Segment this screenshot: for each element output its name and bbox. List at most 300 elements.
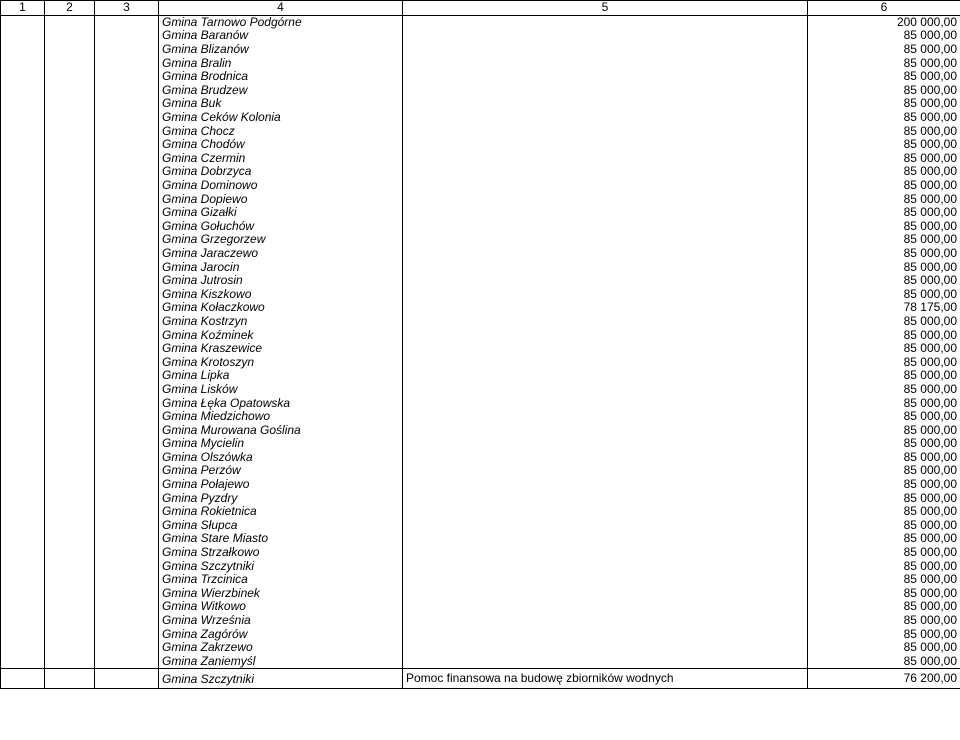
table-row (1, 505, 960, 519)
cell-col1 (1, 587, 45, 601)
amount-value: 85 000,00 (808, 519, 960, 533)
gmina-name: Gmina Perzów (159, 464, 403, 478)
purpose-cell (403, 152, 808, 166)
cell-col3 (95, 478, 159, 492)
cell-col3 (95, 56, 159, 70)
purpose-cell (403, 519, 808, 533)
cell-col1 (1, 410, 45, 424)
table-row (1, 206, 960, 220)
purpose-cell (403, 247, 808, 261)
gmina-name: Gmina Kołaczkowo (159, 301, 403, 315)
table-row (1, 29, 960, 43)
table-row (1, 396, 960, 410)
amount-value: 85 000,00 (808, 532, 960, 546)
cell-col3 (95, 573, 159, 587)
purpose-cell (403, 29, 808, 43)
cell-col3 (95, 179, 159, 193)
gmina-name: Gmina Trzcinica (159, 573, 403, 587)
table-row (1, 111, 960, 125)
purpose-cell (403, 627, 808, 641)
table-body (1, 15, 960, 669)
cell-col2 (45, 587, 95, 601)
gmina-name: Gmina Dopiewo (159, 192, 403, 206)
cell-col1 (1, 274, 45, 288)
gmina-name: Gmina Tarnowo Podgórne (159, 15, 403, 29)
cell-col3 (95, 274, 159, 288)
cell-col2 (45, 328, 95, 342)
purpose-cell (403, 328, 808, 342)
purpose-cell (403, 165, 808, 179)
gmina-name: Gmina Chodów (159, 138, 403, 152)
gmina-name: Gmina Blizanów (159, 43, 403, 57)
amount-value: 85 000,00 (808, 505, 960, 519)
table-row (1, 165, 960, 179)
cell-col1 (1, 559, 45, 573)
amount-value: 85 000,00 (808, 451, 960, 465)
purpose-cell (403, 396, 808, 410)
cell-col2 (45, 301, 95, 315)
cell-col1 (1, 423, 45, 437)
cell-col1 (1, 233, 45, 247)
cell-col2 (45, 287, 95, 301)
cell-col2 (45, 274, 95, 288)
cell-col2 (45, 15, 95, 29)
amount-value: 85 000,00 (808, 274, 960, 288)
amount-value: 78 175,00 (808, 301, 960, 315)
cell-col3 (95, 301, 159, 315)
column-number-2: 2 (45, 1, 95, 16)
purpose-cell (403, 532, 808, 546)
amount-value: 85 000,00 (808, 179, 960, 193)
cell-col2 (45, 43, 95, 57)
gmina-name: Gmina Jutrosin (159, 274, 403, 288)
purpose-cell (403, 70, 808, 84)
amount-value: 85 000,00 (808, 369, 960, 383)
cell-col1 (1, 192, 45, 206)
cell-col3 (95, 97, 159, 111)
table-row (1, 478, 960, 492)
cell-col3 (95, 206, 159, 220)
cell-col1 (1, 437, 45, 451)
cell-col2 (45, 600, 95, 614)
table-row (1, 70, 960, 84)
purpose-cell (403, 260, 808, 274)
cell-col1 (1, 546, 45, 560)
cell-col3 (95, 260, 159, 274)
cell-col3 (95, 247, 159, 261)
amount-value: 85 000,00 (808, 655, 960, 669)
cell-col3 (95, 355, 159, 369)
cell-col1 (1, 29, 45, 43)
amount-value: 85 000,00 (808, 587, 960, 601)
amount-value: 85 000,00 (808, 260, 960, 274)
gmina-name: Gmina Brudzew (159, 84, 403, 98)
gmina-name: Gmina Lisków (159, 383, 403, 397)
purpose-cell (403, 206, 808, 220)
purpose-cell (403, 192, 808, 206)
cell-col1 (1, 152, 45, 166)
cell-col2 (45, 315, 95, 329)
cell-col2 (45, 124, 95, 138)
table-row (1, 614, 960, 628)
amount-value: 85 000,00 (808, 573, 960, 587)
table-row (1, 342, 960, 356)
purpose-cell (403, 410, 808, 424)
purpose-cell (403, 97, 808, 111)
purpose-cell (403, 600, 808, 614)
cell-col2 (45, 614, 95, 628)
cell-col2 (45, 247, 95, 261)
cell-col3 (95, 138, 159, 152)
purpose-cell (403, 342, 808, 356)
purpose-cell (403, 138, 808, 152)
amount-value: 85 000,00 (808, 29, 960, 43)
purpose-cell (403, 614, 808, 628)
purpose-cell (403, 124, 808, 138)
amount-value: 85 000,00 (808, 410, 960, 424)
gmina-name: Gmina Zagórów (159, 627, 403, 641)
purpose-cell (403, 43, 808, 57)
amount-value: 85 000,00 (808, 287, 960, 301)
table-row (1, 437, 960, 451)
cell-col2 (45, 179, 95, 193)
table-row (1, 301, 960, 315)
cell-col3 (95, 655, 159, 669)
table-row (1, 220, 960, 234)
cell-col2 (45, 152, 95, 166)
cell-col1 (1, 247, 45, 261)
cell-col1 (1, 70, 45, 84)
cell-col3 (95, 491, 159, 505)
gmina-name: Gmina Dobrzyca (159, 165, 403, 179)
cell-col1 (1, 505, 45, 519)
gmina-name: Gmina Stare Miasto (159, 532, 403, 546)
amount-value: 85 000,00 (808, 546, 960, 560)
table-row (1, 587, 960, 601)
purpose-cell (403, 491, 808, 505)
amount-value: 85 000,00 (808, 559, 960, 573)
amount-value: 85 000,00 (808, 233, 960, 247)
gmina-name: Gmina Kraszewice (159, 342, 403, 356)
table-row (1, 315, 960, 329)
cell-col2 (45, 396, 95, 410)
cell-col2 (45, 342, 95, 356)
purpose-cell (403, 423, 808, 437)
cell-col1 (1, 464, 45, 478)
gmina-name: Gmina Buk (159, 97, 403, 111)
amount-value: 85 000,00 (808, 627, 960, 641)
table-row (1, 464, 960, 478)
amount-value: 85 000,00 (808, 220, 960, 234)
cell-col3 (95, 315, 159, 329)
column-number-5: 5 (403, 1, 808, 16)
cell-col1 (1, 56, 45, 70)
cell-col1 (1, 206, 45, 220)
cell-col3 (95, 559, 159, 573)
gmina-name: Gmina Witkowo (159, 600, 403, 614)
cell-col3 (95, 124, 159, 138)
column-number-row (1, 1, 960, 16)
column-number-4: 4 (159, 1, 403, 16)
gmina-name: Gmina Szczytniki (159, 559, 403, 573)
cell-col1 (1, 355, 45, 369)
table-row (1, 56, 960, 70)
amount-value: 85 000,00 (808, 247, 960, 261)
purpose-cell (403, 56, 808, 70)
amount-value: 85 000,00 (808, 600, 960, 614)
purpose-cell (403, 587, 808, 601)
cell-col3 (95, 328, 159, 342)
cell-col3 (95, 15, 159, 29)
amount-value: 76 200,00 (808, 669, 960, 689)
cell-col3 (95, 70, 159, 84)
gmina-name: Gmina Jaraczewo (159, 247, 403, 261)
cell-col3 (95, 369, 159, 383)
purpose-cell (403, 111, 808, 125)
cell-col1 (1, 97, 45, 111)
cell-col2 (45, 410, 95, 424)
cell-col1 (1, 220, 45, 234)
gmina-name: Gmina Czermin (159, 152, 403, 166)
gmina-name: Gmina Murowana Goślina (159, 423, 403, 437)
cell-col3 (95, 614, 159, 628)
table-row (1, 519, 960, 533)
cell-col3 (95, 505, 159, 519)
gmina-name: Gmina Słupca (159, 519, 403, 533)
purpose-cell (403, 15, 808, 29)
cell-col1 (1, 655, 45, 669)
cell-col3 (95, 437, 159, 451)
cell-col3 (95, 152, 159, 166)
column-number-6: 6 (808, 1, 960, 16)
purpose-cell (403, 179, 808, 193)
gmina-name: Gmina Jarocin (159, 260, 403, 274)
cell-col1 (1, 43, 45, 57)
cell-col1 (1, 519, 45, 533)
table-row (1, 451, 960, 465)
gmina-name: Gmina Wierzbinek (159, 587, 403, 601)
amount-value: 85 000,00 (808, 97, 960, 111)
cell-col2 (45, 165, 95, 179)
cell-col3 (95, 410, 159, 424)
amount-value: 85 000,00 (808, 423, 960, 437)
table-row (1, 600, 960, 614)
cell-col3 (95, 669, 159, 689)
amount-value: 85 000,00 (808, 206, 960, 220)
table-row (1, 233, 960, 247)
amount-value: 85 000,00 (808, 56, 960, 70)
table-row (1, 355, 960, 369)
cell-col3 (95, 627, 159, 641)
cell-col3 (95, 532, 159, 546)
cell-col3 (95, 29, 159, 43)
gmina-name: Gmina Kiszkowo (159, 287, 403, 301)
purpose-cell (403, 451, 808, 465)
amount-value: 200 000,00 (808, 15, 960, 29)
table-row (1, 97, 960, 111)
purpose-cell (403, 383, 808, 397)
cell-col3 (95, 546, 159, 560)
table-row (1, 641, 960, 655)
cell-col1 (1, 328, 45, 342)
purpose-cell (403, 355, 808, 369)
cell-col2 (45, 559, 95, 573)
cell-col1 (1, 138, 45, 152)
cell-col1 (1, 111, 45, 125)
amount-value: 85 000,00 (808, 342, 960, 356)
purpose-cell (403, 287, 808, 301)
cell-col3 (95, 587, 159, 601)
cell-col2 (45, 519, 95, 533)
amount-value: 85 000,00 (808, 138, 960, 152)
cell-col1 (1, 15, 45, 29)
cell-col2 (45, 669, 95, 689)
gmina-name: Gmina Zaniemyśl (159, 655, 403, 669)
amount-value: 85 000,00 (808, 152, 960, 166)
cell-col1 (1, 124, 45, 138)
cell-col3 (95, 233, 159, 247)
gmina-name: Gmina Lipka (159, 369, 403, 383)
gmina-name: Gmina Mycielin (159, 437, 403, 451)
table-row (1, 410, 960, 424)
cell-col2 (45, 220, 95, 234)
gmina-name: Gmina Rokietnica (159, 505, 403, 519)
table-row (1, 328, 960, 342)
cell-col3 (95, 600, 159, 614)
cell-col1 (1, 478, 45, 492)
gmina-name: Gmina Brodnica (159, 70, 403, 84)
cell-col3 (95, 423, 159, 437)
cell-col1 (1, 573, 45, 587)
cell-col2 (45, 655, 95, 669)
table-row (1, 179, 960, 193)
amount-value: 85 000,00 (808, 70, 960, 84)
amount-value: 85 000,00 (808, 614, 960, 628)
cell-col1 (1, 301, 45, 315)
purpose-cell (403, 573, 808, 587)
cell-col2 (45, 97, 95, 111)
cell-col1 (1, 342, 45, 356)
cell-col2 (45, 546, 95, 560)
cell-col1 (1, 84, 45, 98)
gmina-name: Gmina Koźminek (159, 328, 403, 342)
cell-col3 (95, 165, 159, 179)
table-row (1, 369, 960, 383)
table-row (1, 260, 960, 274)
cell-col2 (45, 260, 95, 274)
gmina-name: Gmina Grzegorzew (159, 233, 403, 247)
cell-col2 (45, 192, 95, 206)
cell-col2 (45, 84, 95, 98)
cell-col1 (1, 641, 45, 655)
amount-value: 85 000,00 (808, 165, 960, 179)
cell-col2 (45, 464, 95, 478)
gmina-name: Gmina Szczytniki (159, 669, 403, 689)
table-row (1, 138, 960, 152)
gmina-name: Gmina Baranów (159, 29, 403, 43)
purpose-cell (403, 220, 808, 234)
cell-col1 (1, 451, 45, 465)
table-row (1, 627, 960, 641)
cell-col2 (45, 206, 95, 220)
cell-col2 (45, 505, 95, 519)
purpose-cell (403, 84, 808, 98)
amount-value: 85 000,00 (808, 84, 960, 98)
purpose-cell (403, 437, 808, 451)
gmina-name: Gmina Łęka Opatowska (159, 396, 403, 410)
cell-col3 (95, 464, 159, 478)
table-row (1, 247, 960, 261)
cell-col3 (95, 396, 159, 410)
table-row (1, 152, 960, 166)
amount-value: 85 000,00 (808, 124, 960, 138)
table-row (1, 655, 960, 669)
cell-col2 (45, 369, 95, 383)
cell-col3 (95, 641, 159, 655)
purpose-cell (403, 464, 808, 478)
cell-col1 (1, 614, 45, 628)
amount-value: 85 000,00 (808, 355, 960, 369)
cell-col3 (95, 111, 159, 125)
gmina-name: Gmina Olszówka (159, 451, 403, 465)
gmina-name: Gmina Ceków Kolonia (159, 111, 403, 125)
cell-col2 (45, 355, 95, 369)
amount-value: 85 000,00 (808, 192, 960, 206)
cell-col2 (45, 478, 95, 492)
purpose-cell (403, 641, 808, 655)
amount-value: 85 000,00 (808, 396, 960, 410)
amount-value: 85 000,00 (808, 328, 960, 342)
amount-value: 85 000,00 (808, 315, 960, 329)
amount-value: 85 000,00 (808, 437, 960, 451)
cell-col2 (45, 573, 95, 587)
cell-col1 (1, 396, 45, 410)
gmina-name: Gmina Kostrzyn (159, 315, 403, 329)
cell-col1 (1, 369, 45, 383)
cell-col2 (45, 641, 95, 655)
cell-col1 (1, 383, 45, 397)
purpose-cell (403, 274, 808, 288)
cell-col1 (1, 315, 45, 329)
gmina-name: Gmina Bralin (159, 56, 403, 70)
gmina-name: Gmina Połajewo (159, 478, 403, 492)
cell-col1 (1, 600, 45, 614)
table-row (1, 15, 960, 29)
table-row (1, 43, 960, 57)
amount-value: 85 000,00 (808, 641, 960, 655)
amount-value: 85 000,00 (808, 43, 960, 57)
table-row (1, 84, 960, 98)
cell-col1 (1, 287, 45, 301)
purpose-cell (403, 546, 808, 560)
purpose-cell (403, 655, 808, 669)
table-row (1, 124, 960, 138)
cell-col1 (1, 627, 45, 641)
cell-col1 (1, 491, 45, 505)
cell-col2 (45, 138, 95, 152)
table-row (1, 573, 960, 587)
cell-col3 (95, 287, 159, 301)
purpose-cell (403, 478, 808, 492)
table-row (1, 559, 960, 573)
cell-col2 (45, 56, 95, 70)
table-row (1, 546, 960, 560)
gmina-name: Gmina Pyzdry (159, 491, 403, 505)
cell-col1 (1, 669, 45, 689)
gmina-name: Gmina Września (159, 614, 403, 628)
cell-col3 (95, 451, 159, 465)
cell-col2 (45, 532, 95, 546)
